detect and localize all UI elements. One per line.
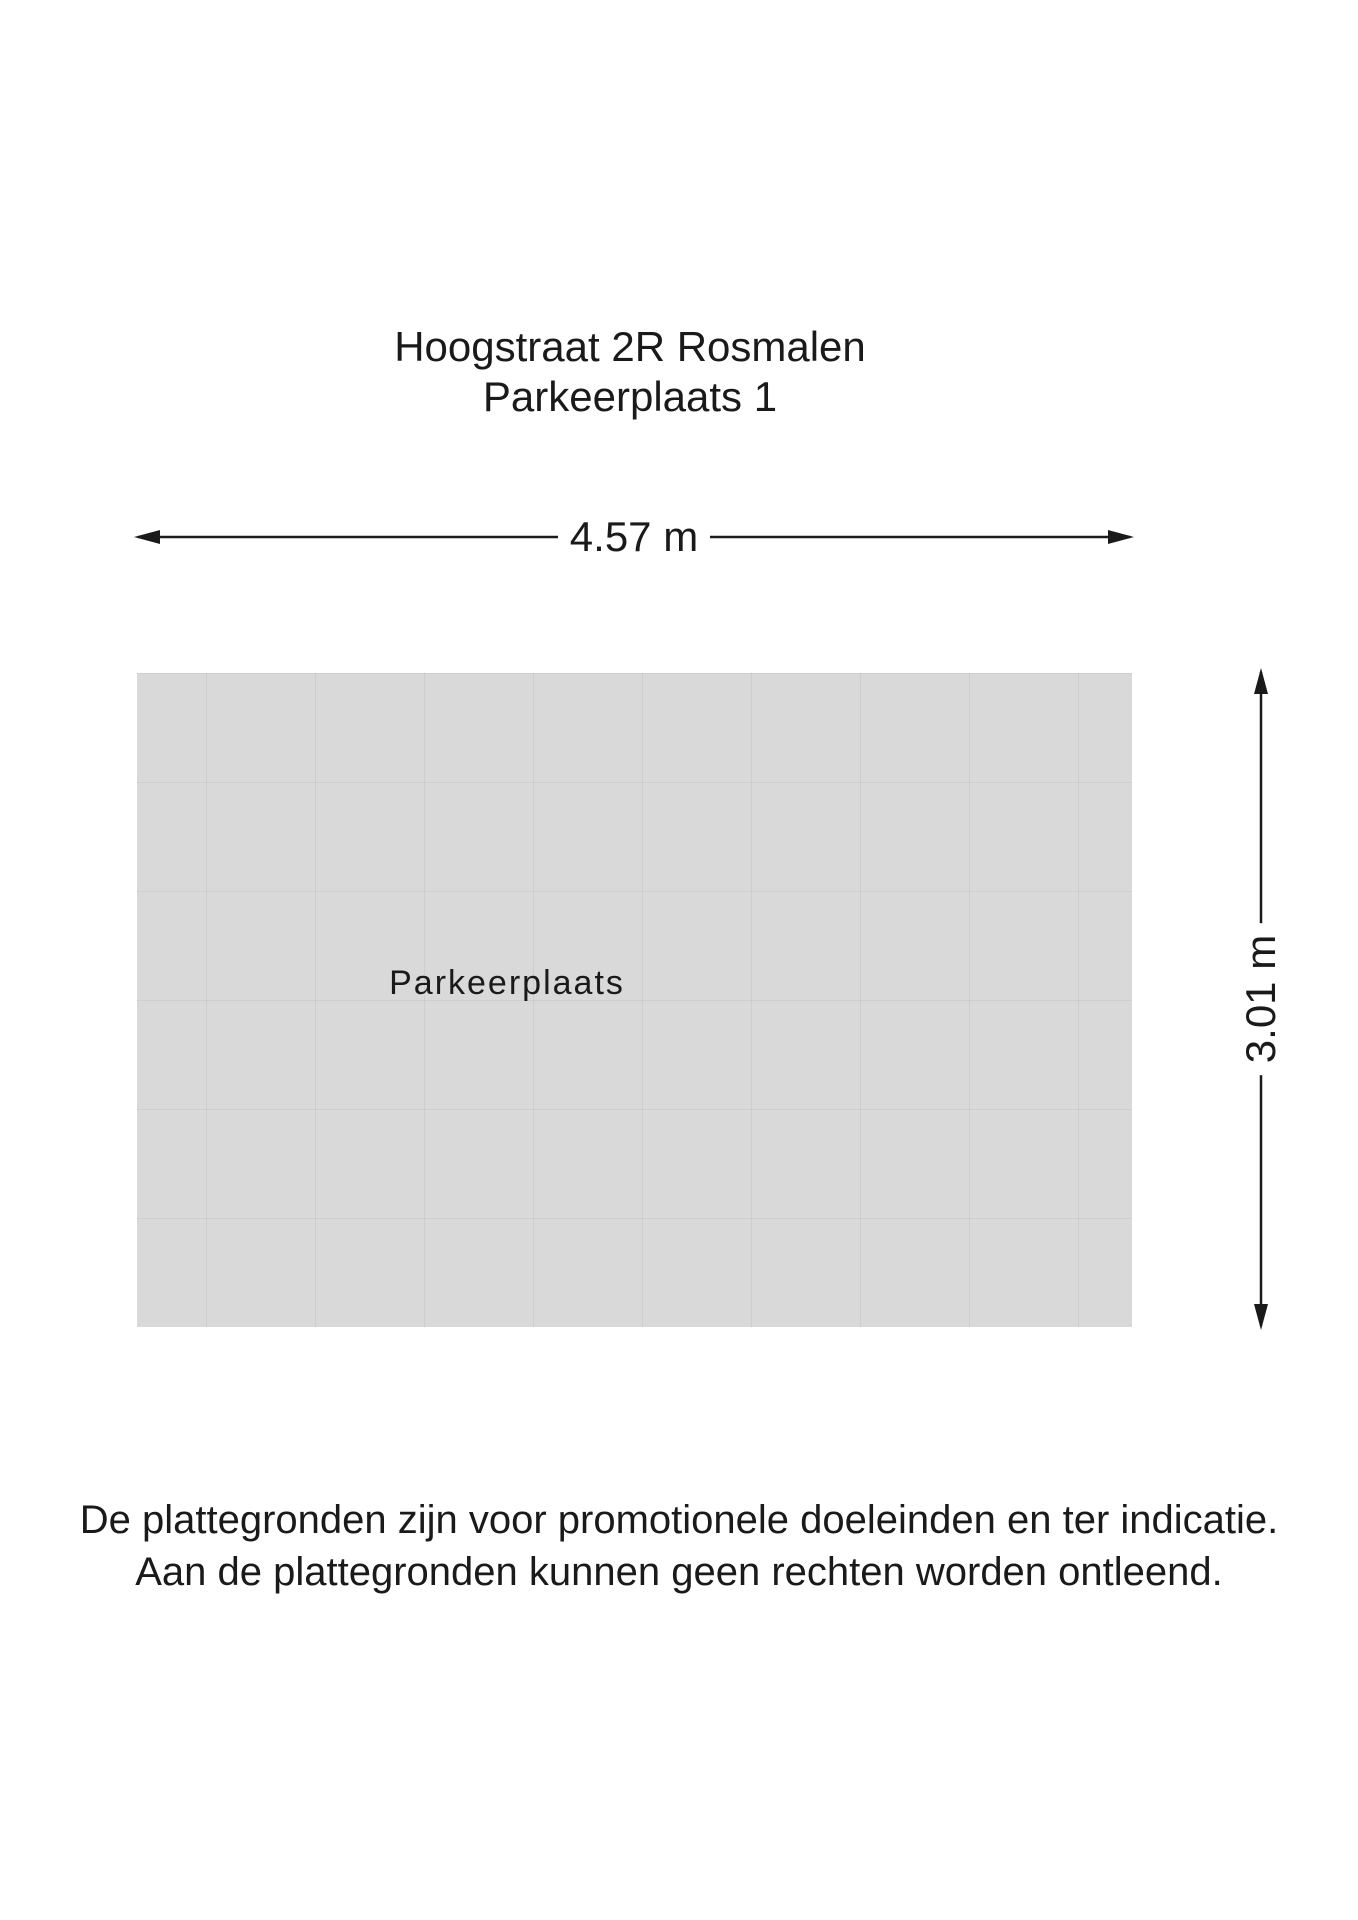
parking-space-area <box>137 673 1132 1327</box>
floor-subtitle: Parkeerplaats 1 <box>482 373 778 420</box>
disclaimer-line-2: Aan de plattegronden kunnen geen rechten worden ontleend. <box>135 1550 1223 1594</box>
width-dimension <box>134 512 1134 562</box>
address-title: Hoogstraat 2R Rosmalen <box>394 323 866 370</box>
disclaimer-line-1: De plattegronden zijn voor promotionele doeleinden en ter indicatie. <box>79 1498 1279 1542</box>
height-dimension <box>1236 668 1286 1330</box>
room-label: Parkeerplaats <box>389 964 625 1002</box>
floorplan-title <box>0 322 1260 422</box>
width-dimension-label: 4.57 m <box>558 513 710 560</box>
disclaimer <box>0 1494 1358 1598</box>
height-dimension-label: 3.01 m <box>1237 923 1284 1075</box>
